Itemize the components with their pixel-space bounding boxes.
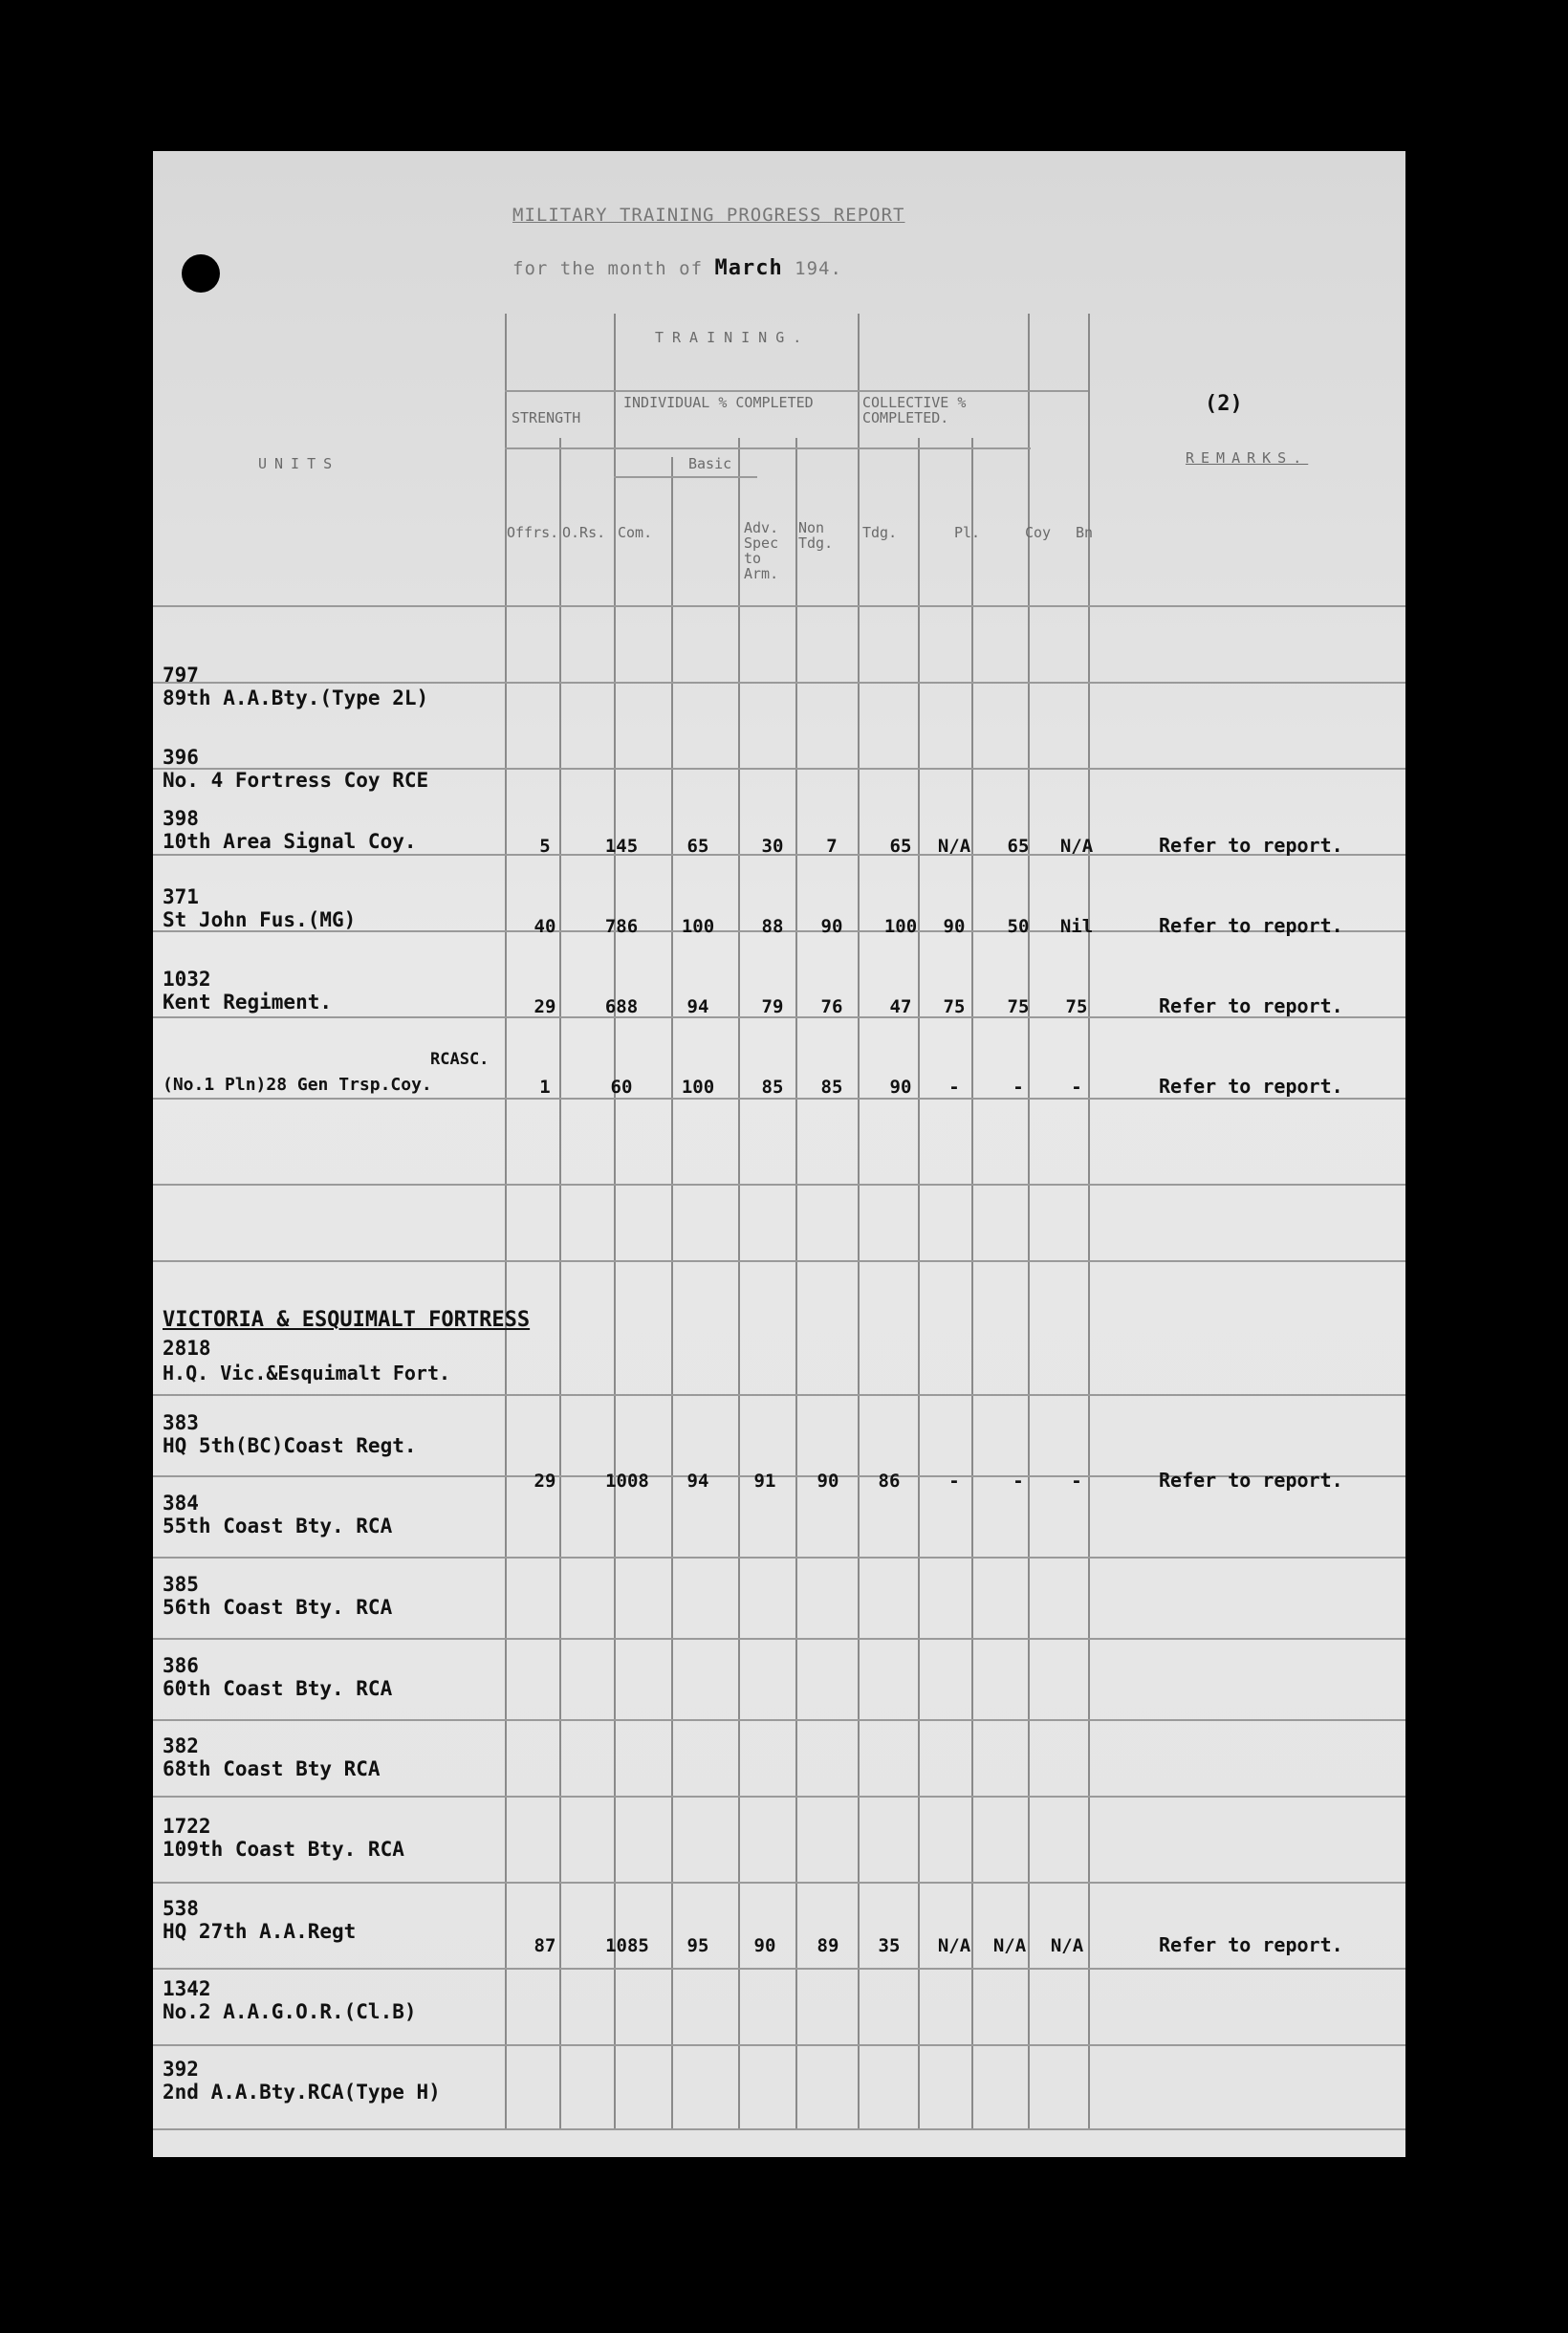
non-tdg-value: 76 [820, 996, 843, 1017]
non-tdg-value: 7 [826, 836, 838, 857]
unit-name: Kent Regiment. [163, 991, 333, 1014]
remark-text: Refer to report. [1159, 914, 1343, 937]
tdg-value: 100 [883, 916, 918, 937]
non-tdg-value: 85 [820, 1077, 843, 1098]
unit-name: 56th Coast Bty. RCA [163, 1596, 393, 1619]
coy-value: 65 [1007, 836, 1030, 857]
units-header: UNITS [258, 455, 340, 472]
unit-number: 371 [163, 885, 199, 908]
ors-value: 60 [610, 1077, 633, 1098]
com-value: 94 [686, 1471, 709, 1492]
offrs-value: 40 [534, 916, 556, 937]
pl-value: 75 [943, 996, 966, 1017]
report-sheet [153, 151, 1405, 2157]
offrs-value: 29 [534, 1471, 556, 1492]
month-prefix: for the month of [512, 258, 704, 279]
adv-value: 91 [753, 1471, 776, 1492]
unit-number: 1722 [163, 1815, 211, 1838]
punch-hole [182, 254, 220, 293]
report-title: MILITARY TRAINING PROGRESS REPORT [512, 205, 905, 226]
unit-corps: RCASC. [430, 1050, 490, 1069]
report-month-line [512, 256, 842, 280]
tdg-header: Tdg. [862, 524, 898, 541]
bn-value: - [1071, 1077, 1082, 1098]
adv-value: 90 [753, 1935, 776, 1956]
unit-number: 384 [163, 1492, 199, 1515]
collective-header: COLLECTIVE % COMPLETED. [862, 394, 967, 426]
pl-value: N/A [937, 836, 971, 857]
unit-number: 392 [163, 2058, 199, 2081]
offrs-value: 87 [534, 1935, 556, 1956]
adv-value: 30 [761, 836, 784, 857]
pl-value: N/A [937, 1935, 971, 1956]
offrs-value: 5 [539, 836, 551, 857]
unit-number: 383 [163, 1411, 199, 1434]
remark-text: Refer to report. [1159, 834, 1343, 857]
unit-name: H.Q. Vic.&Esquimalt Fort. [163, 1362, 451, 1385]
remark-text: Refer to report. [1159, 994, 1343, 1017]
remark-text: Refer to report. [1159, 1933, 1343, 1956]
tdg-value: 90 [889, 1077, 912, 1098]
com-value: 100 [681, 1077, 715, 1098]
unit-name: 109th Coast Bty. RCA [163, 1838, 404, 1861]
unit-name: 2nd A.A.Bty.RCA(Type H) [163, 2081, 441, 2104]
ors-value: 688 [604, 996, 639, 1017]
coy-value: 50 [1007, 916, 1030, 937]
offrs-header: Offrs. [507, 524, 559, 541]
ors-value: 786 [604, 916, 639, 937]
adv-header: Adv. Spec to Arm. [744, 519, 779, 582]
remarks-header: REMARKS. [1186, 449, 1309, 467]
unit-name: No.2 A.A.G.O.R.(Cl.B) [163, 2000, 417, 2023]
pl-value: 90 [943, 916, 966, 937]
ors-value: 1085 [605, 1935, 649, 1956]
coy-value: - [1013, 1471, 1024, 1492]
tdg-value: 35 [878, 1935, 901, 1956]
tdg-value: 47 [889, 996, 912, 1017]
strength-header: STRENGTH [512, 409, 581, 426]
unit-number: 386 [163, 1654, 199, 1677]
page-number: (2) [1205, 392, 1243, 416]
unit-number: 1032 [163, 968, 211, 991]
coy-value: N/A [992, 1935, 1027, 1956]
ors-value: 145 [604, 836, 639, 857]
adv-value: 79 [761, 996, 784, 1017]
non-tdg-header: Non Tdg. [798, 519, 834, 552]
com-header: Com. [618, 524, 653, 541]
unit-number: 797 [163, 664, 199, 687]
unit-number: 385 [163, 1573, 199, 1596]
unit-name: HQ 27th A.A.Regt [163, 1920, 357, 1943]
unit-name: No. 4 Fortress Coy RCE [163, 769, 429, 792]
unit-name: 60th Coast Bty. RCA [163, 1677, 393, 1700]
coy-value: 75 [1007, 996, 1030, 1017]
adv-value: 85 [761, 1077, 784, 1098]
report-month: March [714, 256, 783, 280]
section-title: VICTORIA & ESQUIMALT FORTRESS [163, 1308, 531, 1332]
pl-value: - [948, 1471, 960, 1492]
bn-value: N/A [1050, 1935, 1084, 1956]
unit-name: 89th A.A.Bty.(Type 2L) [163, 687, 429, 709]
tdg-value: 86 [878, 1471, 901, 1492]
unit-name: 55th Coast Bty. RCA [163, 1515, 393, 1537]
bn-value: N/A [1059, 836, 1094, 857]
ors-header: O.Rs. [562, 524, 606, 541]
unit-number: 538 [163, 1897, 199, 1920]
pl-value: - [948, 1077, 960, 1098]
com-value: 94 [686, 996, 709, 1017]
unit-name: 68th Coast Bty RCA [163, 1757, 381, 1780]
non-tdg-value: 89 [817, 1935, 839, 1956]
adv-value: 88 [761, 916, 784, 937]
report-year: 194. [795, 258, 842, 279]
unit-number: 396 [163, 746, 199, 769]
remark-text: Refer to report. [1159, 1469, 1343, 1492]
unit-name: 10th Area Signal Coy. [163, 830, 417, 853]
unit-name: HQ 5th(BC)Coast Regt. [163, 1434, 417, 1457]
pl-header: Pl. [954, 524, 981, 541]
individual-header: INDIVIDUAL % COMPLETED [623, 394, 814, 411]
remark-text: Refer to report. [1159, 1075, 1343, 1098]
com-value: 100 [681, 916, 715, 937]
unit-number: 382 [163, 1734, 199, 1757]
unit-number: 1342 [163, 1977, 211, 2000]
offrs-value: 29 [534, 996, 556, 1017]
coy-header: Coy [1025, 524, 1052, 541]
non-tdg-value: 90 [820, 916, 843, 937]
tdg-value: 65 [889, 836, 912, 857]
unit-name: (No.1 Pln)28 Gen Trsp.Coy. [163, 1075, 432, 1095]
com-value: 65 [686, 836, 709, 857]
offrs-value: 1 [539, 1077, 551, 1098]
unit-name: St John Fus.(MG) [163, 908, 357, 931]
non-tdg-value: 90 [817, 1471, 839, 1492]
ors-value: 1008 [605, 1471, 649, 1492]
bn-value: - [1071, 1471, 1082, 1492]
unit-number: 398 [163, 807, 199, 830]
unit-number: 2818 [163, 1337, 211, 1360]
bn-value: Nil [1059, 916, 1094, 937]
com-value: 95 [686, 1935, 709, 1956]
basic-header: Basic [688, 455, 732, 472]
coy-value: - [1013, 1077, 1024, 1098]
bn-header: Bn [1076, 524, 1094, 541]
training-header: TRAINING. [655, 329, 811, 346]
bn-value: 75 [1065, 996, 1088, 1017]
